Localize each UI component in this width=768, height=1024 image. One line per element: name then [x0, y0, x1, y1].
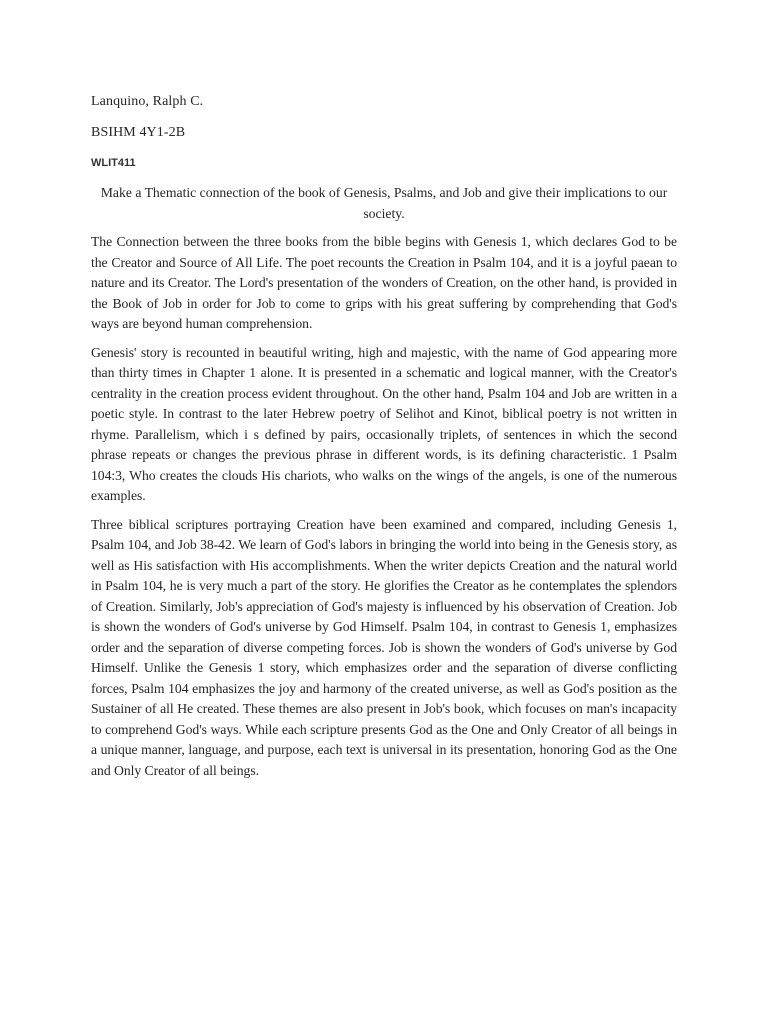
paragraph-3: Three biblical scriptures portraying Creation have been examined and compared, including Genesis 1, Psalm 104, and Job 38-42. We learn of God's labors in bringing the world into being in the Genesis story, as well as His satisfaction with His accomplishments. When the writer depicts Creation and the natural world in Psalm 104, he is very much a part of the story. He glorifies the Creator as he contemplates the splendors of Creation. Similarly, Job's appreciation of God's majesty is influenced by his observation of Creation. Job is shown the wonders of God's universe by God Himself. Psalm 104, in contrast to Genesis 1, emphasizes order and the separation of diverse competing forces. Job is shown the wonders of God's universe by God Himself. Unlike the Genesis 1 story, which emphasizes order and the separation of diverse conflicting forces, Psalm 104 emphasizes the joy and harmony of the created universe, as well as God's position as the Sustainer of all He created. These themes are also present in Job's book, which focuses on man's incapacity to comprehend God's ways. While each scripture presents God as the One and Only Creator of all beings in a unique manner, language, and purpose, each text is universal in its presentation, honoring God as the One and Only Creator of all beings.	[91, 516, 677, 778]
paragraph-1: The Connection between the three books from the bible begins with Genesis 1, which declares God to be the Creator and Source of All Life. The poet recounts the Creation in Psalm 104, and it is a joyful paean to nature and its Creator. The Lord's presentation of the wonders of Creation, on the other hand, is provided in the Book of Job in order for Job to come to grips with his great suffering by comprehending that God's ways are beyond human comprehension.	[91, 234, 677, 331]
paragraph-2: Genesis' story is recounted in beautiful writing, high and majestic, with the name of God appearing more than thirty times in Chapter 1 alone. It is presented in a schematic and logical manner, with the Creator's centrality in the creation process evident throughout. On the other hand, Psalm 104 and Job are written in a poetic style. In contrast to the later Hebrew poetry of Selihot and Kinot, biblical poetry is not written in rhyme. Parallelism, which i s defined by pairs, occasionally triplets, of sentences in which the second phrase repeats or changes the previous phrase in different words, is its defining characteristic. 1 Psalm 104:3, Who creates the clouds His chariots, who walks on the wings of the angels, is one of the numerous examples.	[91, 344, 677, 503]
essay-prompt: Make a Thematic connection of the book of Genesis, Psalms, and Job and give their implications to our society.	[100, 185, 668, 221]
document-page	[91, 92, 677, 789]
student-section: BSIHM 4Y1-2B	[91, 125, 186, 140]
student-name: Lanquino, Ralph C.	[91, 94, 204, 109]
course-code: WLIT411	[91, 157, 136, 169]
